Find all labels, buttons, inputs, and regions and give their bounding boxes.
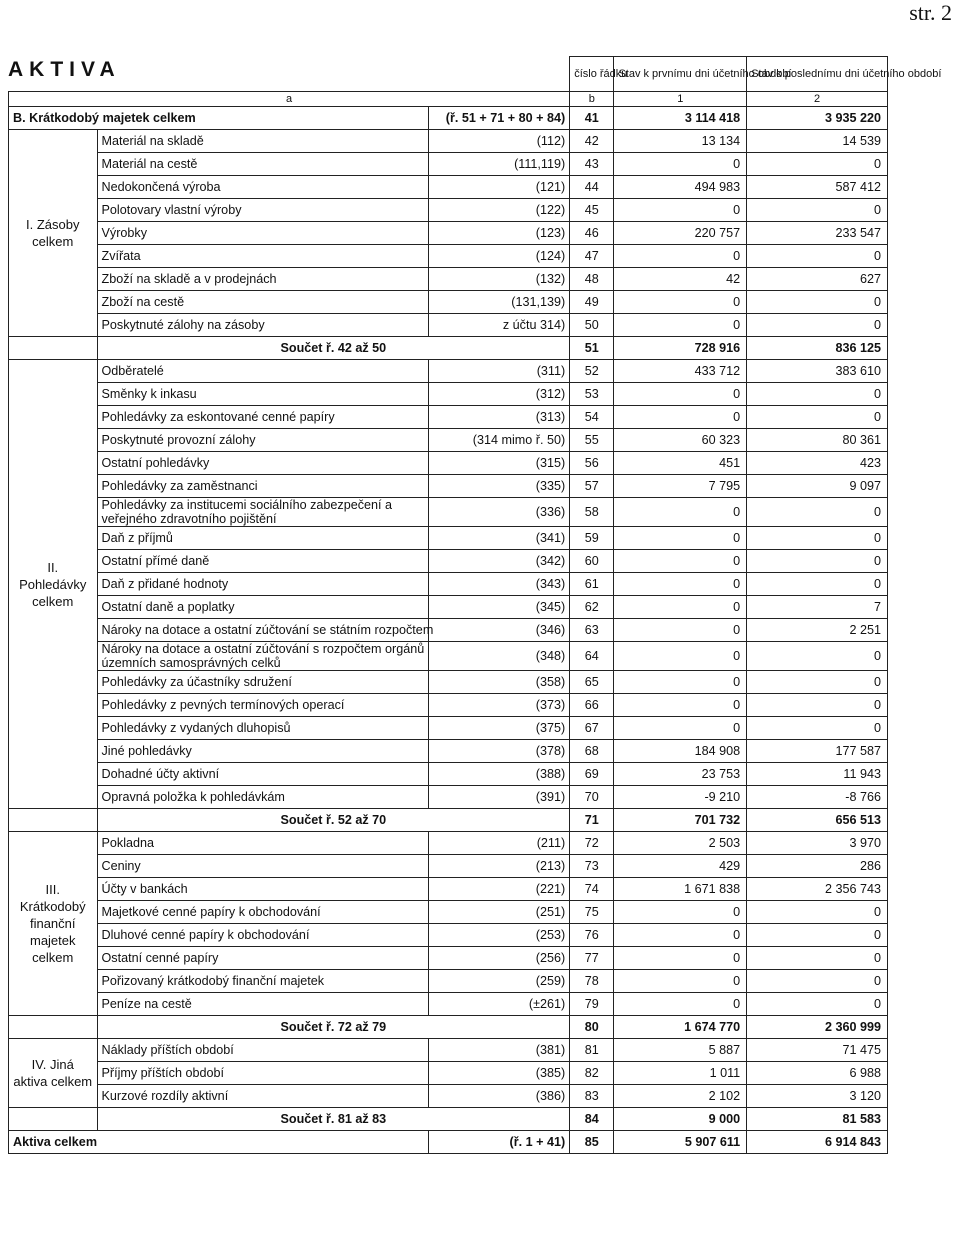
item-row-number: 43 [570,153,614,176]
item-name: Zboží na cestě [97,291,429,314]
table-row [9,970,888,993]
item-value-first-day: 0 [614,550,747,573]
sum-label: Součet ř. 81 až 83 [97,1108,570,1131]
item-row-number: 49 [570,291,614,314]
item-value-first-day: 433 712 [614,360,747,383]
item-value-first-day: 0 [614,291,747,314]
table-row [9,855,888,878]
item-value-first-day: 220 757 [614,222,747,245]
item-value-last-day: 7 [747,596,888,619]
item-value-last-day: 2 251 [747,619,888,642]
item-value-first-day: 0 [614,596,747,619]
item-row-number: 73 [570,855,614,878]
header-col2: Stav k poslednímu dni účetního období [747,57,888,92]
item-value-first-day: 60 323 [614,429,747,452]
sum-row-number: 84 [570,1108,614,1131]
item-value-last-day: 80 361 [747,429,888,452]
item-row-number: 68 [570,740,614,763]
table-row [9,130,888,153]
table-row [9,222,888,245]
item-value-first-day: 0 [614,498,747,527]
item-row-number: 62 [570,596,614,619]
sum-value-last-day: 2 360 999 [747,1016,888,1039]
item-value-last-day: 0 [747,671,888,694]
item-row-number: 83 [570,1085,614,1108]
document-title: AKTIVA [8,58,121,81]
table-row [9,383,888,406]
item-value-last-day: 0 [747,199,888,222]
item-row-number: 55 [570,429,614,452]
item-value-first-day: 0 [614,199,747,222]
table-row [9,763,888,786]
item-name: Nároky na dotace a ostatní zúčtování se státním rozpočtem [97,619,429,642]
item-name: Směnky k inkasu [97,383,429,406]
item-account-code: (375) [429,717,570,740]
item-value-last-day: 0 [747,527,888,550]
item-value-first-day: 0 [614,947,747,970]
item-row-number: 58 [570,498,614,527]
item-value-last-day: 0 [747,153,888,176]
item-account-code: (259) [429,970,570,993]
item-account-code: (335) [429,475,570,498]
table-row [9,671,888,694]
total-value-first-day: 5 907 611 [614,1131,747,1154]
total-code: (ř. 1 + 41) [429,1131,570,1154]
top-row-code: (ř. 51 + 71 + 80 + 84) [429,107,570,130]
item-name: Pohledávky z vydaných dluhopisů [97,717,429,740]
table-row [9,475,888,498]
top-row [9,107,888,130]
table-row [9,199,888,222]
item-value-last-day: 0 [747,694,888,717]
item-row-number: 81 [570,1039,614,1062]
table-row [9,498,888,527]
item-value-first-day: 0 [614,970,747,993]
sum-value-last-day: 656 513 [747,809,888,832]
item-value-last-day: 14 539 [747,130,888,153]
table-row [9,786,888,809]
item-account-code: (112) [429,130,570,153]
item-name: Pohledávky za institucemi sociálního zabezpečení a veřejného zdravotního pojištění [97,498,429,527]
item-account-code: (343) [429,573,570,596]
item-value-last-day: 71 475 [747,1039,888,1062]
sum-row [9,809,888,832]
item-account-code: (314 mimo ř. 50) [429,429,570,452]
header-col1: Stav k prvnímu dni účetního období [614,57,747,92]
group-label: I. Zásoby celkem [9,130,98,337]
item-row-number: 76 [570,924,614,947]
item-value-last-day: 627 [747,268,888,291]
table-row [9,314,888,337]
item-value-last-day: 0 [747,383,888,406]
item-value-last-day: 286 [747,855,888,878]
table-row [9,901,888,924]
table-row [9,176,888,199]
item-name: Nároky na dotace a ostatní zúčtování s rozpočtem orgánů územních samosprávných celků [97,642,429,671]
header-row [9,57,888,92]
item-row-number: 42 [570,130,614,153]
item-value-last-day: 587 412 [747,176,888,199]
table-row [9,573,888,596]
item-value-first-day: 13 134 [614,130,747,153]
item-value-first-day: 0 [614,901,747,924]
item-value-first-day: 42 [614,268,747,291]
sum-row [9,337,888,360]
item-value-last-day: 0 [747,245,888,268]
item-row-number: 48 [570,268,614,291]
item-account-code: (124) [429,245,570,268]
item-value-first-day: -9 210 [614,786,747,809]
item-name: Zvířata [97,245,429,268]
item-row-number: 64 [570,642,614,671]
item-name: Poskytnuté zálohy na zásoby [97,314,429,337]
item-account-code: (378) [429,740,570,763]
item-name: Opravná položka k pohledávkám [97,786,429,809]
total-value-last-day: 6 914 843 [747,1131,888,1154]
table-row [9,550,888,573]
item-name: Zboží na skladě a v prodejnách [97,268,429,291]
item-account-code: (348) [429,642,570,671]
item-value-last-day: 0 [747,573,888,596]
item-value-first-day: 0 [614,527,747,550]
item-account-code: (386) [429,1085,570,1108]
item-name: Dluhové cenné papíry k obchodování [97,924,429,947]
table-row [9,1085,888,1108]
item-account-code: (388) [429,763,570,786]
page-number: str. 2 [909,0,952,25]
item-value-last-day: 0 [747,970,888,993]
item-name: Jiné pohledávky [97,740,429,763]
table-row [9,452,888,475]
item-account-code: (111,119) [429,153,570,176]
item-row-number: 74 [570,878,614,901]
item-name: Daň z příjmů [97,527,429,550]
item-account-code: (313) [429,406,570,429]
table-row [9,291,888,314]
table-row [9,832,888,855]
item-name: Ostatní přímé daně [97,550,429,573]
item-account-code: (391) [429,786,570,809]
item-account-code: (336) [429,498,570,527]
item-row-number: 82 [570,1062,614,1085]
item-account-code: (346) [429,619,570,642]
item-value-last-day: 0 [747,314,888,337]
table-row [9,619,888,642]
item-value-last-day: 11 943 [747,763,888,786]
sum-value-first-day: 701 732 [614,809,747,832]
item-account-code: (312) [429,383,570,406]
item-account-code: (253) [429,924,570,947]
item-value-last-day: 6 988 [747,1062,888,1085]
sum-value-last-day: 81 583 [747,1108,888,1131]
item-row-number: 65 [570,671,614,694]
sum-row-number: 80 [570,1016,614,1039]
item-row-number: 78 [570,970,614,993]
item-value-first-day: 0 [614,619,747,642]
item-row-number: 54 [570,406,614,429]
item-account-code: (251) [429,901,570,924]
item-value-last-day: 0 [747,406,888,429]
item-value-last-day: 0 [747,291,888,314]
table-row [9,642,888,671]
item-row-number: 46 [570,222,614,245]
item-name: Materiál na skladě [97,130,429,153]
item-row-number: 69 [570,763,614,786]
item-name: Pohledávky za účastníky sdružení [97,671,429,694]
item-value-first-day: 1 011 [614,1062,747,1085]
item-value-first-day: 0 [614,993,747,1016]
total-label: Aktiva celkem [9,1131,429,1154]
item-name: Pokladna [97,832,429,855]
item-value-last-day: 233 547 [747,222,888,245]
item-value-first-day: 0 [614,671,747,694]
item-row-number: 45 [570,199,614,222]
item-account-code: z účtu 314) [429,314,570,337]
item-value-first-day: 0 [614,924,747,947]
sum-spacer [9,337,98,360]
sum-row [9,1108,888,1131]
item-name: Náklady příštích období [97,1039,429,1062]
total-row-number: 85 [570,1131,614,1154]
table-row [9,429,888,452]
item-row-number: 56 [570,452,614,475]
item-name: Pořizovaný krátkodobý finanční majetek [97,970,429,993]
item-name: Dohadné účty aktivní [97,763,429,786]
item-name: Ceniny [97,855,429,878]
group-label: II. Pohledávky celkem [9,360,98,809]
table-row [9,153,888,176]
table-row [9,527,888,550]
balance-sheet-table [8,56,942,1154]
item-row-number: 53 [570,383,614,406]
item-name: Ostatní pohledávky [97,452,429,475]
item-row-number: 79 [570,993,614,1016]
item-value-first-day: 184 908 [614,740,747,763]
subheader-row [9,92,888,107]
item-value-last-day: 2 356 743 [747,878,888,901]
item-account-code: (345) [429,596,570,619]
item-row-number: 63 [570,619,614,642]
subheader-2: 2 [747,92,888,107]
item-name: Pohledávky z pevných termínových operací [97,694,429,717]
item-name: Nedokončená výroba [97,176,429,199]
header-row-number: číslo řádku [570,57,614,92]
item-value-first-day: 7 795 [614,475,747,498]
item-value-first-day: 1 671 838 [614,878,747,901]
item-value-last-day: 9 097 [747,475,888,498]
top-row-v1: 3 114 418 [614,107,747,130]
item-value-first-day: 0 [614,573,747,596]
top-row-label: B. Krátkodobý majetek celkem [9,107,429,130]
item-name: Materiál na cestě [97,153,429,176]
group-label: IV. Jiná aktiva celkem [9,1039,98,1108]
item-account-code: (256) [429,947,570,970]
item-name: Ostatní daně a poplatky [97,596,429,619]
total-row [9,1131,888,1154]
table-row [9,268,888,291]
item-value-first-day: 2 503 [614,832,747,855]
sum-value-first-day: 1 674 770 [614,1016,747,1039]
item-account-code: (342) [429,550,570,573]
item-value-last-day: 0 [747,924,888,947]
item-value-first-day: 2 102 [614,1085,747,1108]
sum-label: Součet ř. 42 až 50 [97,337,570,360]
item-account-code: (373) [429,694,570,717]
item-name: Pohledávky za eskontované cenné papíry [97,406,429,429]
sum-row-number: 51 [570,337,614,360]
item-account-code: (213) [429,855,570,878]
item-account-code: (341) [429,527,570,550]
item-account-code: (311) [429,360,570,383]
item-row-number: 50 [570,314,614,337]
item-name: Účty v bankách [97,878,429,901]
item-value-last-day: 3 120 [747,1085,888,1108]
item-account-code: (221) [429,878,570,901]
item-value-last-day: 0 [747,550,888,573]
item-value-first-day: 0 [614,245,747,268]
sum-value-last-day: 836 125 [747,337,888,360]
item-name: Ostatní cenné papíry [97,947,429,970]
sum-label: Součet ř. 52 až 70 [97,809,570,832]
item-value-last-day: 0 [747,993,888,1016]
item-row-number: 72 [570,832,614,855]
item-name: Odběratelé [97,360,429,383]
table-row [9,360,888,383]
item-account-code: (122) [429,199,570,222]
item-row-number: 66 [570,694,614,717]
table-row [9,694,888,717]
item-name: Majetkové cenné papíry k obchodování [97,901,429,924]
top-row-num: 41 [570,107,614,130]
item-name: Příjmy příštích období [97,1062,429,1085]
item-name: Peníze na cestě [97,993,429,1016]
subheader-a: a [9,92,570,107]
item-account-code: (121) [429,176,570,199]
item-row-number: 47 [570,245,614,268]
subheader-b: b [570,92,614,107]
item-value-first-day: 0 [614,642,747,671]
item-account-code: (315) [429,452,570,475]
table-row [9,993,888,1016]
item-value-first-day: 494 983 [614,176,747,199]
table-row [9,947,888,970]
item-value-last-day: -8 766 [747,786,888,809]
item-row-number: 77 [570,947,614,970]
item-row-number: 44 [570,176,614,199]
sum-row-number: 71 [570,809,614,832]
item-name: Daň z přidané hodnoty [97,573,429,596]
sum-value-first-day: 9 000 [614,1108,747,1131]
group-label: III. Krátkodobý finanční majetek celkem [9,832,98,1016]
table-row [9,596,888,619]
table-row [9,878,888,901]
table-row [9,406,888,429]
item-value-first-day: 0 [614,717,747,740]
item-value-first-day: 0 [614,406,747,429]
item-value-first-day: 0 [614,694,747,717]
item-value-first-day: 5 887 [614,1039,747,1062]
item-value-last-day: 0 [747,642,888,671]
table-row [9,1039,888,1062]
sum-spacer [9,1108,98,1131]
item-name: Kurzové rozdíly aktivní [97,1085,429,1108]
item-value-last-day: 177 587 [747,740,888,763]
item-value-first-day: 0 [614,153,747,176]
item-value-last-day: 3 970 [747,832,888,855]
item-value-last-day: 423 [747,452,888,475]
item-value-last-day: 383 610 [747,360,888,383]
sum-spacer [9,1016,98,1039]
item-account-code: (211) [429,832,570,855]
item-account-code: (385) [429,1062,570,1085]
item-value-last-day: 0 [747,498,888,527]
item-value-last-day: 0 [747,901,888,924]
item-value-first-day: 451 [614,452,747,475]
table-row [9,740,888,763]
top-row-v2: 3 935 220 [747,107,888,130]
item-row-number: 59 [570,527,614,550]
item-row-number: 52 [570,360,614,383]
item-account-code: (358) [429,671,570,694]
item-name: Polotovary vlastní výroby [97,199,429,222]
item-account-code: (123) [429,222,570,245]
table-row [9,245,888,268]
sum-value-first-day: 728 916 [614,337,747,360]
item-value-first-day: 23 753 [614,763,747,786]
table-row [9,1062,888,1085]
item-row-number: 75 [570,901,614,924]
item-account-code: (131,139) [429,291,570,314]
sum-row [9,1016,888,1039]
item-row-number: 60 [570,550,614,573]
table-row [9,717,888,740]
item-value-last-day: 0 [747,717,888,740]
sum-label: Součet ř. 72 až 79 [97,1016,570,1039]
item-row-number: 61 [570,573,614,596]
item-row-number: 57 [570,475,614,498]
item-name: Pohledávky za zaměstnanci [97,475,429,498]
item-account-code: (381) [429,1039,570,1062]
item-row-number: 70 [570,786,614,809]
item-row-number: 67 [570,717,614,740]
table-row [9,924,888,947]
item-name: Výrobky [97,222,429,245]
subheader-1: 1 [614,92,747,107]
item-value-first-day: 0 [614,383,747,406]
item-value-last-day: 0 [747,947,888,970]
item-value-first-day: 429 [614,855,747,878]
sum-spacer [9,809,98,832]
item-account-code: (132) [429,268,570,291]
item-account-code: (±261) [429,993,570,1016]
item-name: Poskytnuté provozní zálohy [97,429,429,452]
item-value-first-day: 0 [614,314,747,337]
